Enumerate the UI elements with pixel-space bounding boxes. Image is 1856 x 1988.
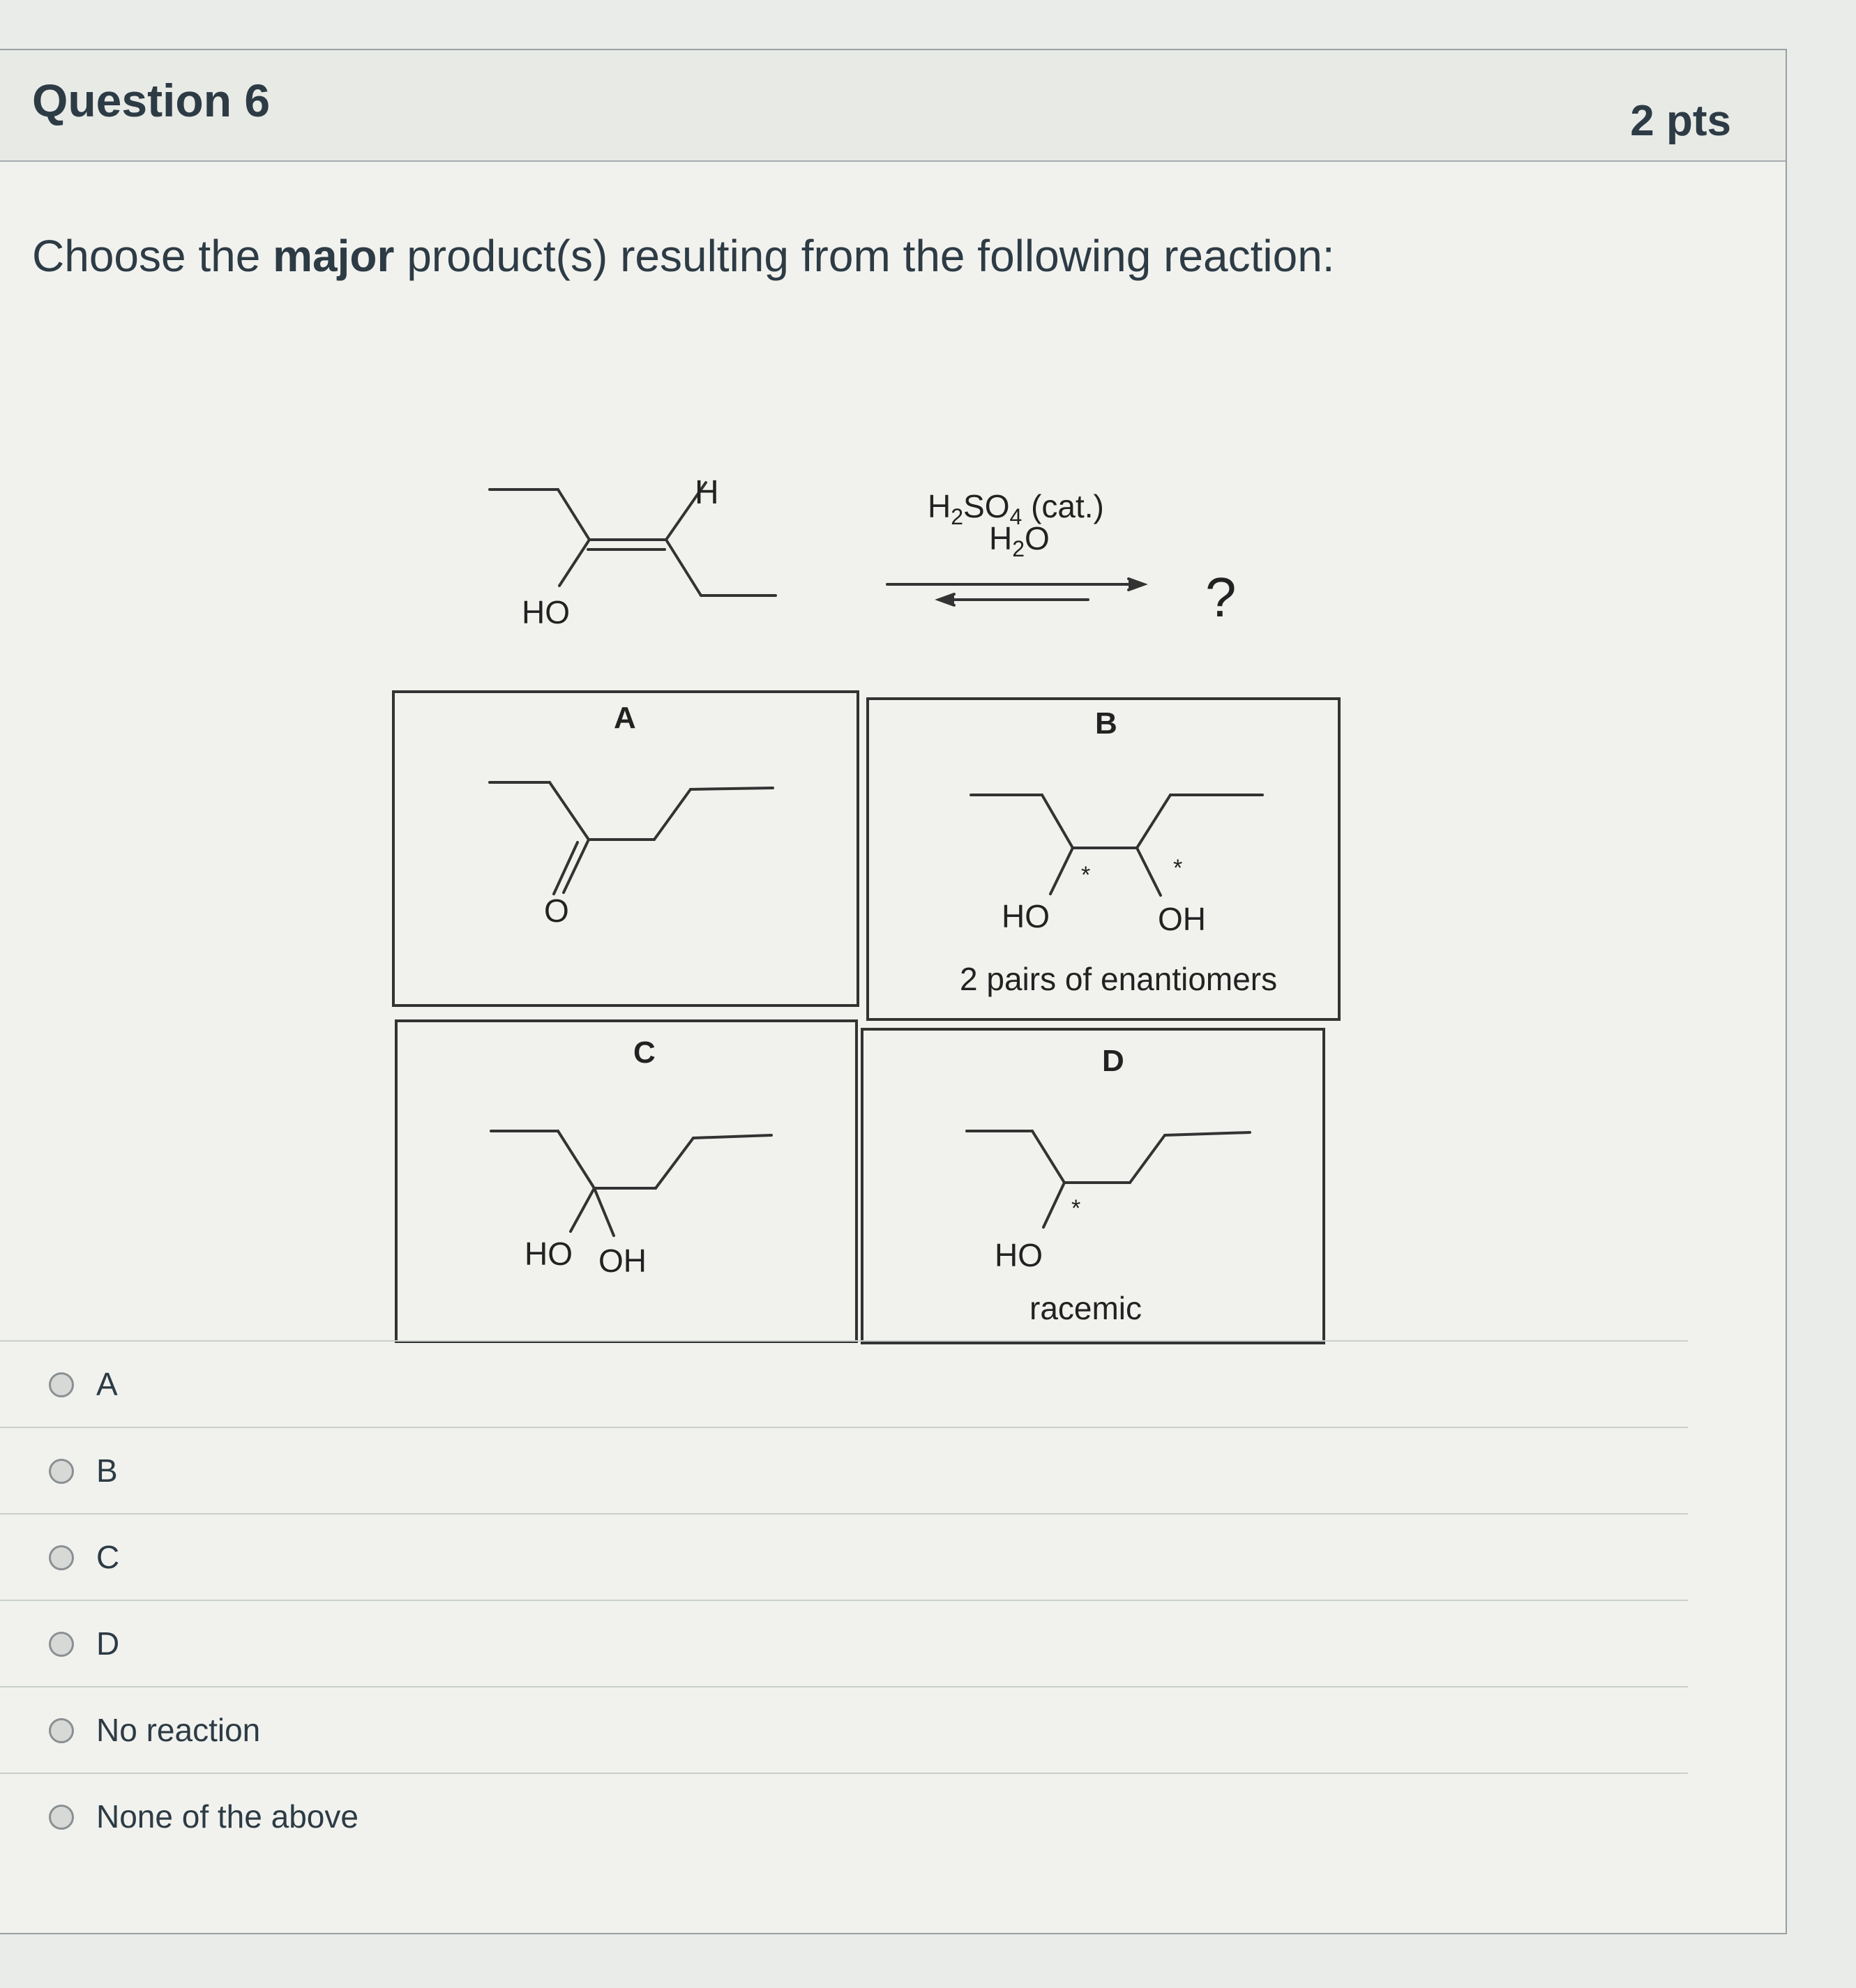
box-d-letter: D xyxy=(1102,1044,1124,1078)
prompt-text-end: product(s) resulting from the following reaction: xyxy=(394,231,1335,281)
answer-option-d[interactable] xyxy=(0,1600,1688,1686)
question-card xyxy=(0,49,1787,1934)
box-d-note: racemic xyxy=(1029,1290,1142,1326)
box-a-letter: A xyxy=(614,701,636,735)
choice-box-c xyxy=(396,1021,857,1342)
prompt-text-start: Choose the xyxy=(32,231,273,281)
choice-box-a xyxy=(393,692,858,1006)
answer-option-a[interactable] xyxy=(0,1340,1688,1427)
stereo-mark-b-1: * xyxy=(1081,862,1091,888)
box-b-note: 2 pairs of enantiomers xyxy=(960,961,1278,997)
reaction-diagram xyxy=(377,413,1374,1375)
radio-a[interactable] xyxy=(49,1372,74,1397)
acid-sub-2: 2 xyxy=(951,504,964,529)
box-b-hydroxyl-2: OH xyxy=(1158,901,1206,937)
answer-list xyxy=(0,1340,1688,1859)
water-o: O xyxy=(1025,520,1050,556)
reaction-figure xyxy=(377,413,1374,1375)
reactant-structure xyxy=(490,483,776,595)
answer-option-c[interactable] xyxy=(0,1513,1688,1600)
answer-label-b: B xyxy=(96,1452,118,1489)
question-header xyxy=(0,50,1786,162)
reagent-acid xyxy=(928,488,1104,529)
answer-label-none: None of the above xyxy=(96,1798,359,1835)
answer-label-no-reaction: No reaction xyxy=(96,1712,261,1748)
water-sub-2: 2 xyxy=(1012,536,1025,561)
reactant-h-label: H xyxy=(695,474,719,511)
acid-so: SO xyxy=(963,488,1010,524)
radio-d[interactable] xyxy=(49,1632,74,1657)
box-c-hydroxyl-1: HO xyxy=(525,1236,573,1272)
radio-none[interactable] xyxy=(49,1805,74,1830)
answer-label-d: D xyxy=(96,1625,120,1662)
box-d-hydroxyl: HO xyxy=(995,1237,1043,1273)
radio-no-reaction[interactable] xyxy=(49,1718,74,1743)
reactant-ho-label: HO xyxy=(522,594,570,630)
answer-option-none[interactable] xyxy=(0,1773,1688,1859)
stereo-mark-d: * xyxy=(1071,1195,1081,1222)
structure-a xyxy=(490,782,773,894)
question-prompt xyxy=(32,230,1335,282)
answer-label-c: C xyxy=(96,1539,120,1575)
box-a-oxygen: O xyxy=(544,893,569,929)
answer-option-b[interactable] xyxy=(0,1427,1688,1513)
acid-sub-4: 4 xyxy=(1009,504,1023,529)
answer-label-a: A xyxy=(96,1366,118,1402)
prompt-emphasis: major xyxy=(273,231,395,281)
box-b-letter: B xyxy=(1095,706,1117,741)
radio-b[interactable] xyxy=(49,1459,74,1484)
box-b-hydroxyl-1: HO xyxy=(1002,898,1050,934)
question-points: 2 pts xyxy=(1630,97,1731,145)
question-title: Question 6 xyxy=(32,75,271,126)
stereo-mark-b-2: * xyxy=(1173,855,1183,881)
equilibrium-arrow xyxy=(887,579,1144,605)
structure-b xyxy=(971,795,1262,895)
box-c-letter: C xyxy=(633,1035,656,1070)
box-c-hydroxyl-2: OH xyxy=(598,1243,647,1279)
structure-d xyxy=(967,1131,1250,1227)
unknown-product: ? xyxy=(1205,566,1237,628)
radio-c[interactable] xyxy=(49,1545,74,1570)
water-h: H xyxy=(989,520,1013,556)
acid-cat: (cat.) xyxy=(1022,488,1104,524)
answer-option-no-reaction[interactable] xyxy=(0,1686,1688,1773)
acid-h: H xyxy=(928,488,951,524)
structure-c xyxy=(491,1131,771,1236)
